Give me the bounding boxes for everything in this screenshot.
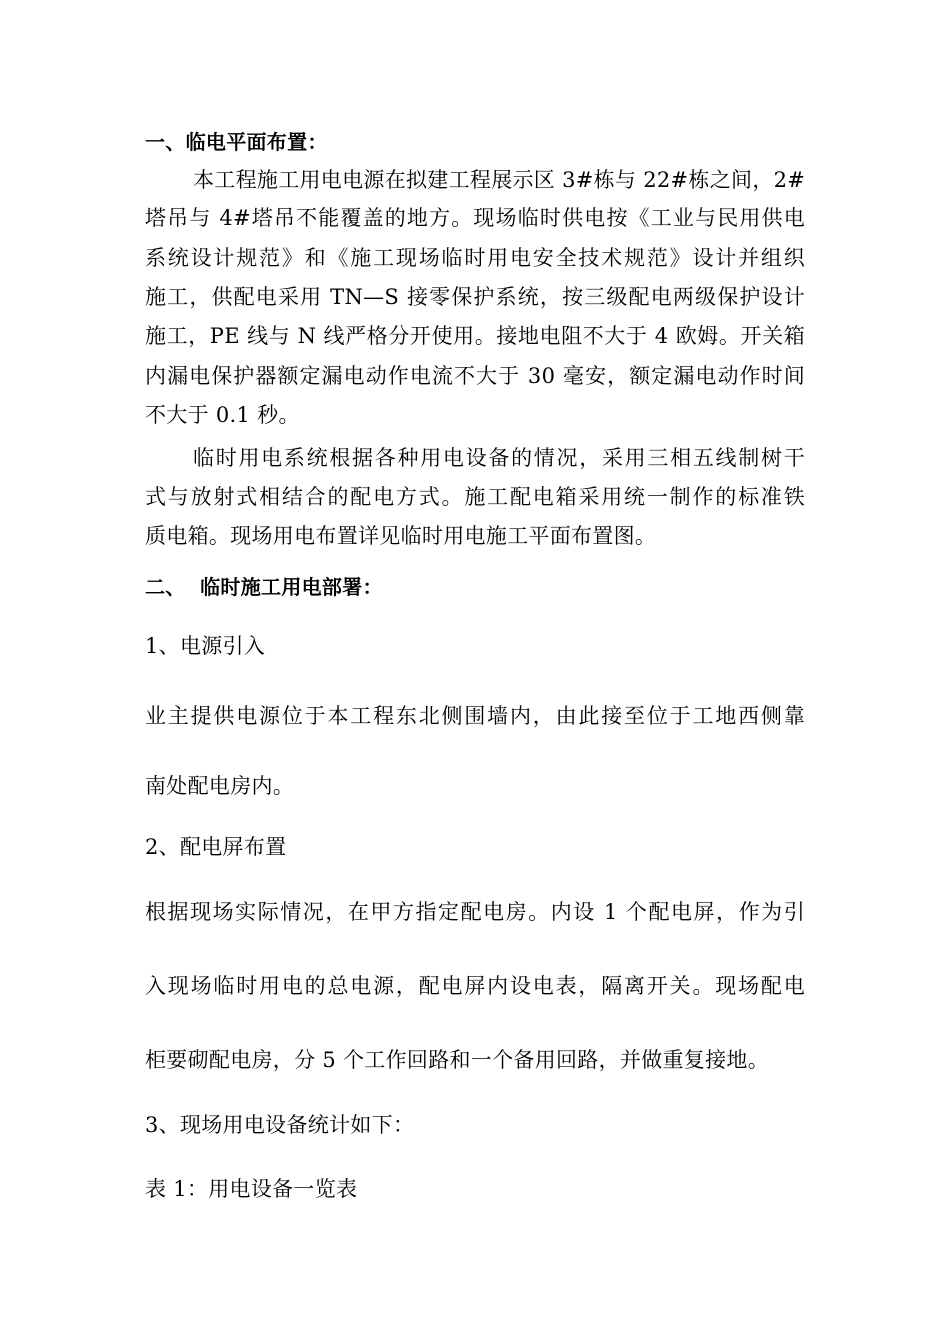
section-1-heading: 一、临电平面布置： [145,130,328,154]
paragraph-line: 柜要砌配电房，分 5 个工作回路和一个备用回路，并做重复接地。 [145,1048,770,1072]
table-caption: 表 1：用电设备一览表 [145,1177,358,1201]
paragraph-line: 不大于 0.1 秒。 [145,403,300,427]
paragraph-line: 系统设计规范》和《施工现场临时用电安全技术规范》设计并组织 [145,246,805,270]
item-2-title: 2、配电屏布置 [145,835,287,859]
paragraph-line: 根据现场实际情况，在甲方指定配电房。内设 1 个配电屏，作为引 [145,900,805,924]
paragraph-line: 内漏电保护器额定漏电动作电流不大于 30 毫安，额定漏电动作时间 [145,364,805,388]
item-1-title: 1、电源引入 [145,634,266,658]
paragraph-line: 本工程施工用电电源在拟建工程展示区 3#栋与 22#栋之间，2# [193,168,806,192]
paragraph-line: 南处配电房内。 [145,774,295,798]
paragraph-line: 施工，PE 线与 N 线严格分开使用。接地电阻不大于 4 欧姆。开关箱 [145,324,805,348]
item-3-title: 3、现场用电设备统计如下： [145,1113,415,1137]
paragraph-line: 式与放射式相结合的配电方式。施工配电箱采用统一制作的标准铁 [145,485,805,509]
paragraph-line: 塔吊与 4#塔吊不能覆盖的地方。现场临时供电按《工业与民用供电 [145,206,805,230]
section-2-heading: 二、 临时施工用电部署： [145,575,383,599]
paragraph-line: 入现场临时用电的总电源，配电屏内设电表，隔离开关。现场配电 [145,974,805,998]
paragraph-line: 业主提供电源位于本工程东北侧围墙内，由此接至位于工地西侧靠 [145,704,805,728]
paragraph-line: 临时用电系统根据各种用电设备的情况，采用三相五线制树干 [193,446,805,470]
paragraph-line: 施工，供配电采用 TN—S 接零保护系统，按三级配电两级保护设计 [145,285,805,309]
paragraph-line: 质电箱。现场用电布置详见临时用电施工平面布置图。 [145,524,657,548]
